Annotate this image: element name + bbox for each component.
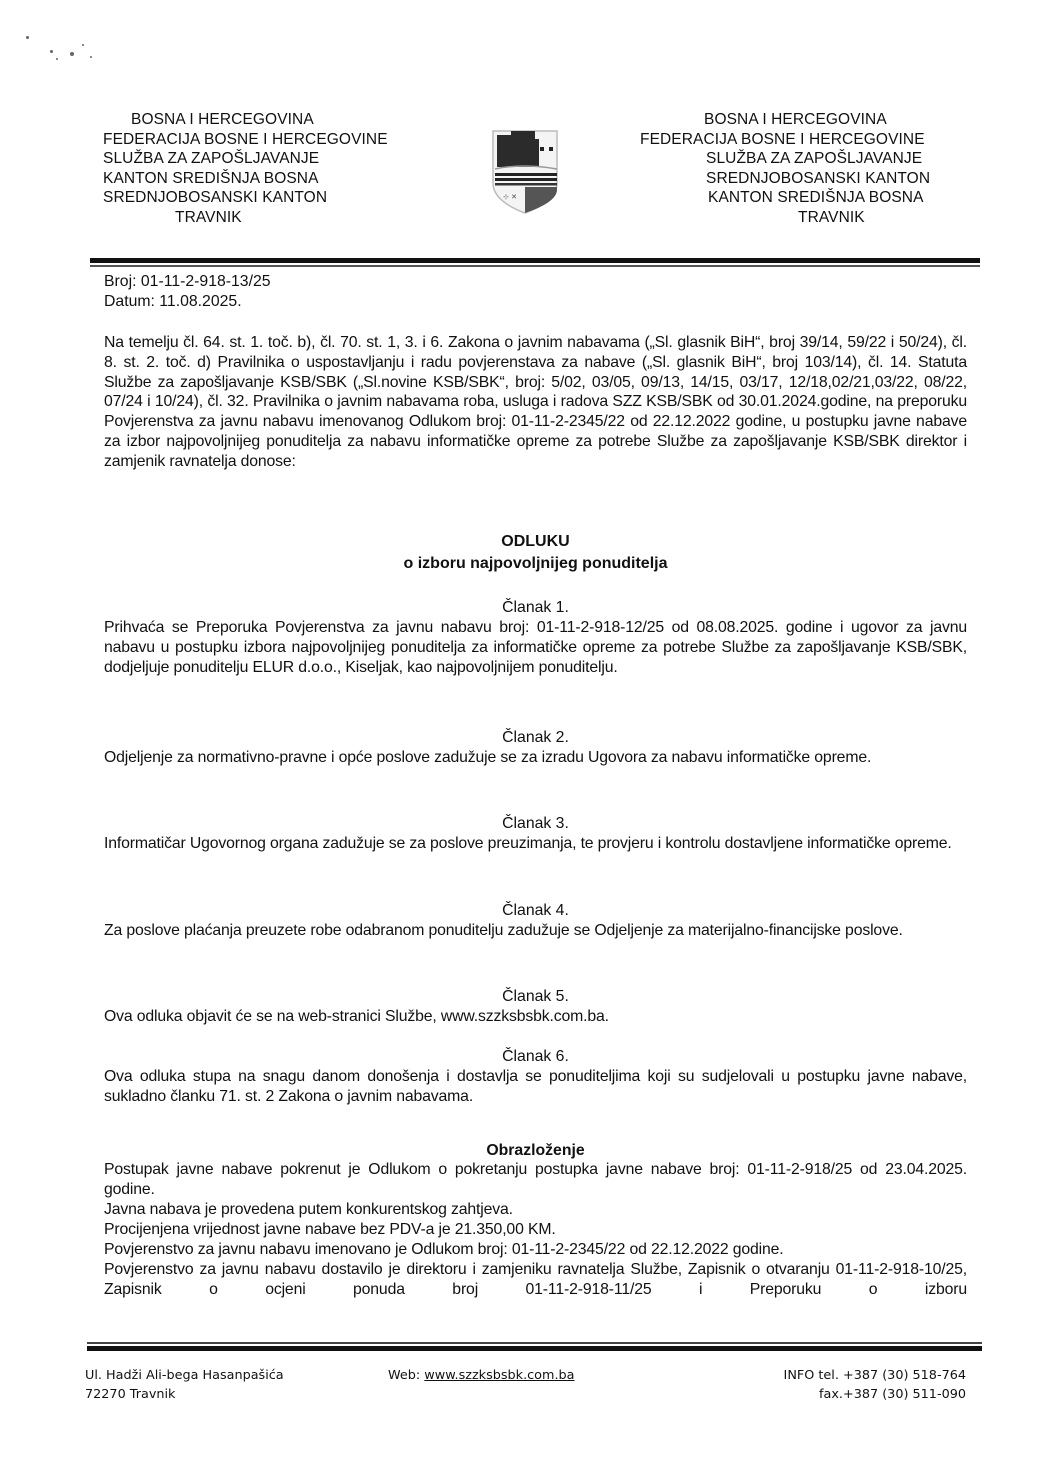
letterhead-line: KANTON SREDIŠNJA BOSNA [103,169,319,187]
letterhead-line: SLUŽBA ZA ZAPOŠLJAVANJE [103,150,320,168]
article-1-title: Članak 1. [502,599,569,616]
footer-web-label: Web: [388,1368,425,1383]
letterhead-line: FEDERACIJA BOSNE I HERCEGOVINE [640,130,925,148]
footer-tel: INFO tel. +387 (30) 518-764 [783,1368,966,1383]
article-3-title: Članak 3. [502,815,569,832]
explanation-title: Obrazloženje [486,1142,585,1159]
explanation-paragraph: Javna nabava je provedena putem konkurentskog zahtjeva. [104,1201,513,1218]
scan-specks [22,30,102,70]
footer-divider [87,1342,982,1351]
footer-contact [770,1366,966,1404]
letterhead-line: KANTON SREDIŠNJA BOSNA [708,189,924,207]
document-number: Broj: 01-11-2-918-13/25 [104,273,271,290]
svg-text:⊹ ✕: ⊹ ✕ [503,193,517,201]
letterhead-line: BOSNA I HERCEGOVINA [704,111,887,128]
article-2-text: Odjeljenje za normativno-pravne i opće poslove zadužuje se za izradu Ugovora za nabavu informatičke opreme. [104,749,872,766]
decision-subtitle: o izboru najpovoljnijeg ponuditelja [403,555,668,572]
article-5-title: Članak 5. [502,988,569,1005]
letterhead-left [103,110,433,228]
footer-fax: fax.+387 (30) 511-090 [818,1387,966,1402]
footer-street: Ul. Hadži Ali-bega Hasanpašića [85,1368,284,1383]
letterhead-right [640,110,980,228]
letterhead-line: TRAVNIK [175,208,242,226]
letterhead-line: SLUŽBA ZA ZAPOŠLJAVANJE [706,150,923,168]
article-3-text: Informatičar Ugovornog organa zadužuje se za poslove preuzimanja, te provjeru i kontrolu dostavljene informatičke opreme. [104,835,952,852]
decision-title: ODLUKU [501,533,570,550]
footer-city: 72270 Travnik [85,1387,176,1402]
article-4-title: Članak 4. [502,902,569,919]
letterhead-line: BOSNA I HERCEGOVINA [131,111,314,128]
article-2-title: Članak 2. [502,729,569,746]
article-6-title: Članak 6. [502,1048,569,1065]
preamble: Na temelju čl. 64. st. 1. toč. b), čl. 70. st. 1, 3. i 6. Zakona o javnim nabavama („Sl. glasnik BiH“, broj 39/14, 59/22 i 50/24), čl. 8. st. 2. toč. d) Pravilnika o uspostavljanju i radu povjerenstava za nabave („Sl. glasnik BiH“, broj 103/14), čl. 14. Statuta Službe za zapošljavanje KSB/SBK („Sl.novine KSB/SBK“, broj: 5/02, 03/05, 09/13, 14/15, 03/17, 12/18,02/21,03/22, 08/22, 07/24 i 10/24), čl. 32. Pravilnika o javnim nabavama roba, usluga i radova SZZ KSB/SBK od 30.01.2024.godine, na preporuku Povjerenstva za javnu nabavu imenovanog Odlukom broj: 01-11-2-2345/22 od 22.12.2022 godine, u postupku javne nabave za izbor najpovoljnijeg ponuditelja za nabavu informatičke opreme za potrebe Službe za zapošljavanje KSB/SBK direktor i zamjenik ravnatelja donose: [104,334,967,470]
letterhead-line: FEDERACIJA BOSNE I HERCEGOVINE [103,130,388,148]
explanation-paragraph: Povjerenstvo za javnu nabavu dostavilo je direktoru i zamjeniku ravnatelja Službe, Zapisnik o otvaranju 01-11-2-918-10/25, Zapisnik o ocjeni ponuda broj 01-11-2-918-11/25 i Preporuku o izboru [104,1261,967,1298]
letterhead-line: TRAVNIK [798,208,865,226]
letterhead-line: SREDNJOBOSANSKI KANTON [103,189,328,207]
article-4-text: Za poslove plaćanja preuzete robe odabranom ponuditelju zadužuje se Odjeljenje za materijalno-financijske poslove. [104,922,903,939]
header-divider [90,258,980,267]
article-5-text: Ova odluka objavit će se na web-stranici Službe, www.szzksbsbk.com.ba. [104,1008,609,1025]
explanation-paragraph: Postupak javne nabave pokrenut je Odlukom o pokretanju postupka javne nabave broj: 01-11-2-918/25 od 23.04.2025. godine. [104,1161,967,1198]
document-date: Datum: 11.08.2025. [104,293,242,310]
document-meta [104,272,271,312]
explanation-paragraph: Povjerenstvo za javnu nabavu imenovano je Odlukom broj: 01-11-2-2345/22 od 22.12.2022 godine. [104,1241,784,1258]
footer-web [388,1366,575,1385]
letterhead-line: SREDNJOBOSANSKI KANTON [706,169,931,187]
footer-address [85,1366,284,1404]
explanation-paragraph: Procijenjena vrijednost javne nabave bez PDV-a je 21.350,00 KM. [104,1221,556,1238]
coat-of-arms-icon [483,125,569,215]
footer-web-link[interactable]: www.szzksbsbk.com.ba [424,1368,575,1383]
article-6-text: Ova odluka stupa na snagu danom donošenja i dostavlja se ponuditeljima koji su sudjelovali u postupku javne nabave, sukladno članku 71. st. 2 Zakona o javnim nabavama. [104,1068,967,1105]
article-1-text: Prihvaća se Preporuka Povjerenstva za javnu nabavu broj: 01-11-2-918-12/25 od 08.08.2025. godine i ugovor za javnu nabavu u postupku izbora najpovoljnijeg ponuditelja za informatičke opreme za potrebe Službe za zapošljavanje KSB/SBK, dodjeljuje ponuditelju ELUR d.o.o., Kiseljak, kao najpovoljnijem ponuditelju. [104,619,967,676]
